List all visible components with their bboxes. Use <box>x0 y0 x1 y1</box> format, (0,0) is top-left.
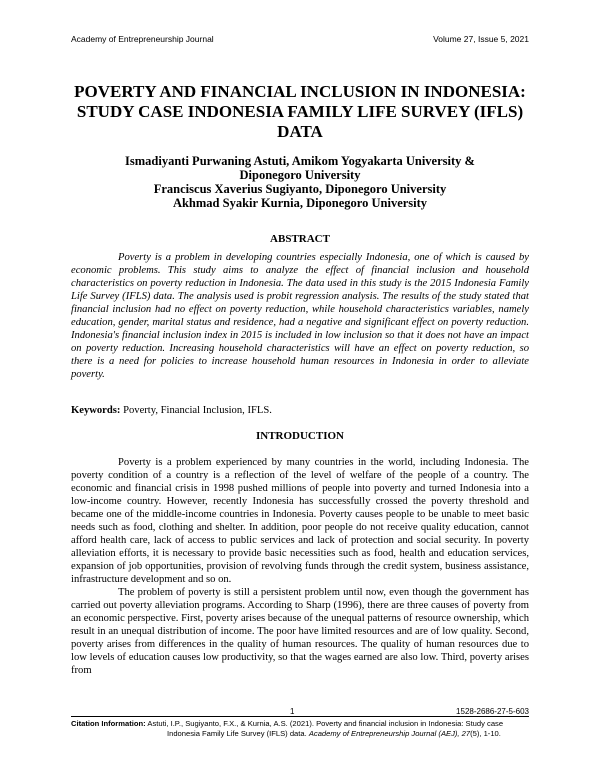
intro-paragraph: The problem of poverty is still a persistent problem until now, even though the government has carried out poverty alleviation programs. According to Sharp (1996), there are three causes of poverty from an economic perspective. First, poverty arises because of the unequal patterns of resource ownership, which result in an unequal distribution of income. The poor have limited resources and are of low quality. Second, poverty arises from differences in the quality of human resources. The quality of human resources due to low levels of education causes low productivity, so that the wages earned are also low. Third, poverty arises from <box>71 587 529 676</box>
journal-name: Academy of Entrepreneurship Journal <box>71 34 214 44</box>
introduction-body <box>71 456 529 677</box>
keywords-label: Keywords: <box>71 405 121 416</box>
volume-issue: Volume 27, Issue 5, 2021 <box>433 34 529 44</box>
author-line: Diponegoro University <box>239 168 361 182</box>
author-line: Ismadiyanti Purwaning Astuti, Amikom Yogyakarta University & <box>125 154 475 168</box>
author-line: Akhmad Syakir Kurnia, Diponegoro University <box>172 196 428 210</box>
author-list <box>71 154 529 210</box>
intro-paragraph: Poverty is a problem experienced by many countries in the world, including Indonesia. The poverty condition of a country is a reflection of the level of welfare of the people of a country. The economic and financial crisis in 1998 pushed millions of people into poverty and turned Indonesia into a low-income country. However, recently Indonesia has successfully crossed the poverty threshold and became one of the middle-income countries in Indonesia. Poverty causes people to be unable to meet basic needs such as food, clothing and shelter. In addition, poor people do not receive quality education, cannot afford health care, lack of access to public services and lack of protection and social security. In poverty alleviation efforts, it is necessary to provide basic necessities such as food, health and education services, expansion of job opportunities, provision of revolving funds through the credit system, business assistance, infrastructure development and so on. <box>71 457 529 585</box>
footer-divider <box>71 716 529 717</box>
paper-title: POVERTY AND FINANCIAL INCLUSION IN INDONESIA: STUDY CASE INDONESIA FAMILY LIFE SURVEY (IFLS) DATA <box>74 82 526 141</box>
citation-line: Astuti, I.P., Sugiyanto, F.X., & Kurnia, A.S. (2021). Poverty and financial inclusion in Indonesia: Study case <box>147 719 504 728</box>
citation-label: Citation Information: <box>71 719 146 728</box>
citation-information <box>71 719 529 739</box>
abstract-text: Poverty is a problem in developing countries especially Indonesia, one of which is caused by economic problems. This study aims to analyze the effect of financial inclusion and household characteristics on poverty reduction in Indonesia. The data used in this study is the 2015 Indonesia Family Life Survey (IFLS) data. The analysis used is probit regression analysis. The results of the study stated that financial inclusion had no effect on poverty reduction, while household characteristics variables, namely education, gender, marital status and residence, had a negative and significant effect on poverty reduction. Indonesia's financial inclusion index in 2015 is included in low inclusion so that it does not have an impact on poverty reduction. Increasing household characteristics will have an effect on poverty reduction, so there is a need for policies to increase household human resources in Indonesia in order to alleviate poverty. <box>71 252 529 380</box>
keywords-value: Poverty, Financial Inclusion, IFLS. <box>123 405 272 416</box>
citation-pages: (5), 1-10. <box>470 729 501 738</box>
abstract-heading: ABSTRACT <box>270 233 330 245</box>
keywords-line <box>71 405 529 416</box>
issn: 1528-2686-27-5-603 <box>456 707 529 716</box>
page-number: 1 <box>290 707 295 716</box>
citation-line: Indonesia Family Life Survey (IFLS) data. <box>167 729 307 738</box>
introduction-heading: INTRODUCTION <box>255 430 344 442</box>
author-line: Franciscus Xaverius Sugiyanto, Diponegoro University <box>153 182 447 196</box>
citation-journal: Academy of Entrepreneurship Journal (AEJ), 27 <box>308 729 471 738</box>
